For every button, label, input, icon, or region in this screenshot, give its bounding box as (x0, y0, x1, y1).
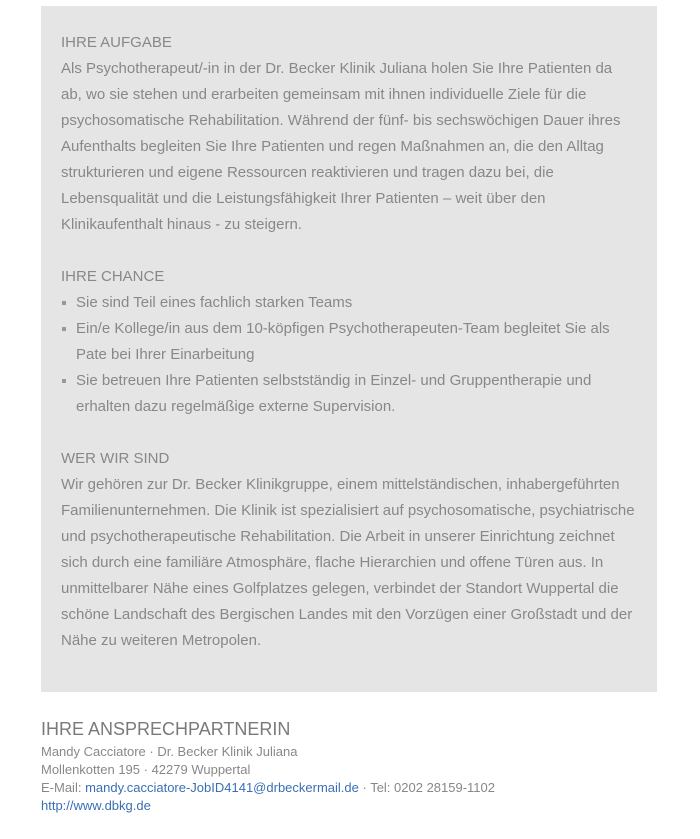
square-bullet-icon (62, 379, 66, 383)
website-link[interactable]: http://www.dbkg.de (41, 798, 151, 813)
list-item-text: Sie betreuen Ihre Patienten selbstständig in Einzel- und Gruppentherapie und erhalten dazu regelmäßige externe Supervision. (76, 372, 592, 415)
list-item-text: Sie sind Teil eines fachlich starken Teams (76, 294, 353, 311)
contact-heading: IHRE ANSPRECHPARTNERIN (41, 719, 291, 739)
phone-number: · Tel: 0202 28159-1102 (358, 780, 496, 795)
contact-address: Mollenkotten 195 · 42279 Wuppertal (41, 762, 251, 777)
list-item (61, 290, 637, 316)
square-bullet-icon (62, 301, 66, 305)
job-description-box (41, 6, 657, 692)
square-bullet-icon (62, 327, 66, 331)
section-text-aufgabe: Als Psychotherapeut/-in in der Dr. Becker Klinik Juliana holen Sie Ihre Patienten da ab, wo sie stehen und erarbeiten gemeinsam mit ihnen individuelle Ziele für die psychosomatische Rehabilitation. Während der fünf- bis sechswöchigen Dauer ihres Aufenthalts begleiten Sie Ihre Patienten und regen Maßnahmen an, die den Alltag strukturieren und eigene Ressourcen reaktivieren und tragen dazu bei, die Lebensqualität und die Leistungsfähigkeit Ihrer Patienten – weit über den Klinikaufenthalt hinaus - zu steigern. (61, 60, 621, 233)
email-link[interactable]: mandy.cacciatore-JobID4141@drbeckermail.de (85, 780, 359, 795)
chance-list (61, 290, 637, 420)
section-text-wer-wir-sind: Wir gehören zur Dr. Becker Klinikgruppe, einem mittelständischen, inhabergeführten Familienunternehmen. Die Klinik ist spezialisiert auf psychosomatische, psychiatrische und psychotherapeutische Rehabilitation. Die Arbeit in unserer Einrichtung zeichnet sich durch eine familiäre Atmosphäre, flache Hierarchien und offene Türen aus. In unmittelbarer Nähe eines Golfplatzes gelegen, verbindet der Standort Wuppertal die schöne Landschaft des Bergischen Landes mit den Vorzügen einer Großstadt und der Nähe zu weiteren Metropolen. (61, 476, 635, 649)
list-item-text: Ein/e Kollege/in aus dem 10-köpfigen Psychotherapeuten-Team begleitet Sie als Pate bei Ihrer Einarbeitung (76, 320, 610, 363)
section-heading-chance: IHRE CHANCE (61, 268, 165, 285)
contact-website-line (41, 797, 661, 815)
email-label: E-Mail: (41, 780, 86, 795)
section-heading-aufgabe: IHRE AUFGABE (61, 34, 172, 51)
section-ihre-chance (61, 264, 637, 420)
contact-email-tel-line (41, 779, 661, 797)
section-wer-wir-sind (61, 446, 637, 654)
contact-block (41, 718, 661, 815)
section-ihre-aufgabe (61, 30, 637, 238)
list-item (61, 316, 637, 368)
contact-name: Mandy Cacciatore · Dr. Becker Klinik Juliana (41, 744, 298, 759)
list-item (61, 368, 637, 420)
section-heading-wer-wir-sind: WER WIR SIND (61, 450, 170, 467)
